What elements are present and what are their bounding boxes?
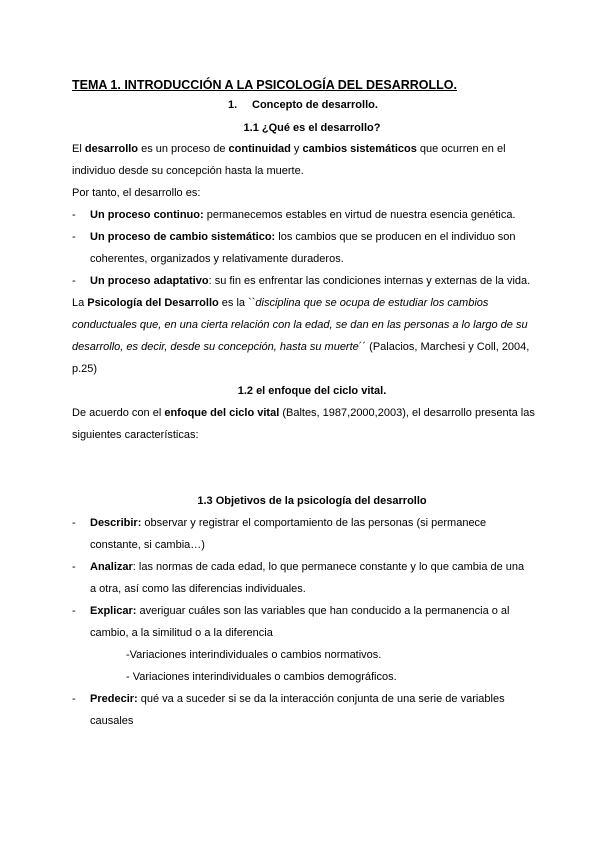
bullet-dash: - <box>72 275 76 287</box>
text: : su fin es enfrentar las condiciones internas y externas de la vida. <box>208 275 531 287</box>
list-item <box>90 604 552 618</box>
paragraph-1 <box>72 142 552 156</box>
list-item <box>90 274 552 288</box>
text-bold: Predecir: <box>90 693 138 705</box>
text-italic: disciplina que se ocupa de estudiar los cambios <box>255 297 489 309</box>
section-1-number: 1. <box>228 99 238 111</box>
page-title: TEMA 1. INTRODUCCIÓN A LA PSICOLOGÍA DEL DESARROLLO. <box>72 78 457 92</box>
list-item <box>90 208 552 222</box>
list-item-continuation: constante, si cambia…) <box>90 539 205 551</box>
text: El <box>72 143 85 155</box>
text: y <box>290 143 303 155</box>
text-bold: Un proceso continuo: <box>90 209 204 221</box>
definition-line-2: conductuales que, en una cierta relación con la edad, se dan en las personas a lo largo de su <box>72 319 528 331</box>
list-item <box>90 692 552 706</box>
text-bold: desarrollo <box>84 143 139 155</box>
text: permanecemos estables en virtud de nuestra esencia genética. <box>203 209 516 221</box>
text: qué va a suceder si se da la interacción conjunta de una serie de variables <box>137 693 505 705</box>
bullet-dash: - <box>72 605 76 617</box>
definition-paragraph <box>72 296 552 310</box>
list-item <box>90 516 552 530</box>
list-item-continuation: causales <box>90 715 134 727</box>
definition-line-4: p.25) <box>72 363 98 375</box>
text-bold: Explicar: <box>90 605 137 617</box>
text: es un proceso de <box>138 143 229 155</box>
list-item-continuation: cambio, a la similitud o a la diferencia <box>90 627 273 639</box>
text-bold: Un proceso de cambio sistemático: <box>90 231 276 243</box>
section-1-heading: Concepto de desarrollo. <box>252 99 378 111</box>
bullet-dash: - <box>72 561 76 573</box>
list-item-continuation: coherentes, organizados y relativamente duraderos. <box>90 253 344 265</box>
text: que ocurren en el <box>416 143 506 155</box>
text: (Baltes, 1987,2000,2003), el desarrollo presenta las <box>279 407 535 419</box>
text-italic: desarrollo, es decir, desde su concepción, hasta su muerte <box>72 341 359 353</box>
list-item-continuation: a otra, así como las diferencias individuales. <box>90 583 306 595</box>
section-1-2-heading: 1.2 el enfoque del ciclo vital. <box>237 385 387 397</box>
text-bold: Un proceso adaptativo <box>90 275 209 287</box>
section-1-3-heading: 1.3 Objetivos de la psicología del desarrollo <box>197 495 427 507</box>
text-bold: continuidad <box>228 143 291 155</box>
text-bold: Psicología del Desarrollo <box>87 297 219 309</box>
definition-line-3 <box>72 340 552 354</box>
text: los cambios que se producen en el individuo son <box>275 231 516 243</box>
text: : las normas de cada edad, lo que permanece constante y lo que cambia de una <box>132 561 525 573</box>
text-bold: enfoque del ciclo vital <box>164 407 280 419</box>
text-bold: Describir: <box>90 517 142 529</box>
paragraph-2: Por tanto, el desarrollo es: <box>72 187 201 199</box>
list-item <box>90 560 552 574</box>
text-bold: cambios sistemáticos <box>302 143 417 155</box>
text: La <box>72 297 88 309</box>
bullet-dash: - <box>72 209 76 221</box>
bullet-dash: - <box>72 231 76 243</box>
text: averiguar cuáles son las variables que han conducido a la permanencia o al <box>136 605 510 617</box>
list-item <box>90 230 552 244</box>
text: observar y registrar el comportamiento de las personas (si permanece <box>141 517 487 529</box>
bullet-dash: - <box>72 693 76 705</box>
paragraph-3 <box>72 406 552 420</box>
paragraph-1-line-2: individuo desde su concepción hasta la muerte. <box>72 165 304 177</box>
bullet-dash: - <box>72 517 76 529</box>
text-bold: Analizar <box>90 561 133 573</box>
section-1-1-heading: 1.1 ¿Qué es el desarrollo? <box>243 122 381 134</box>
text: De acuerdo con el <box>72 407 165 419</box>
sub-item: -Variaciones interindividuales o cambios normativos. <box>126 649 382 661</box>
text: es la `` <box>218 297 256 309</box>
text: ´´ (Palacios, Marchesi y Coll, 2004, <box>358 341 530 353</box>
sub-item: - Variaciones interindividuales o cambios demográficos. <box>126 671 397 683</box>
paragraph-3-line-2: siguientes características: <box>72 429 199 441</box>
